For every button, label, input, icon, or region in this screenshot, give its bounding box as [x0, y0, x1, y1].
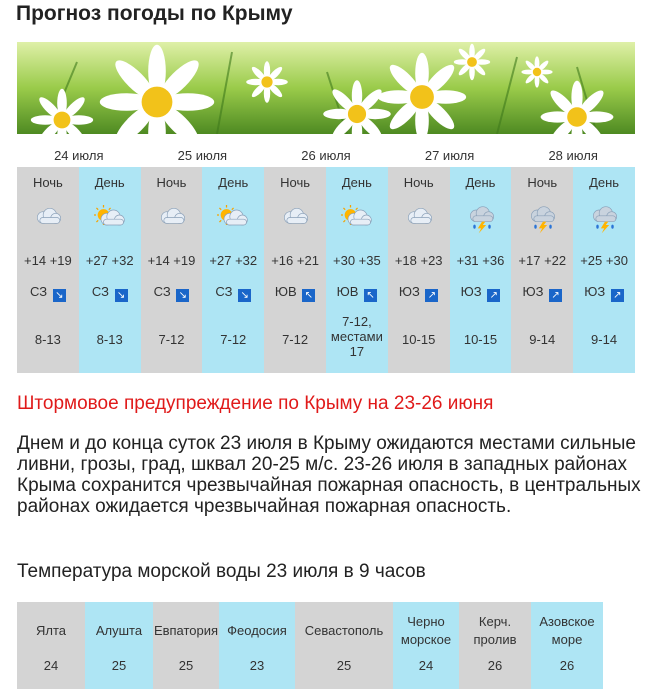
forecast-day-column — [573, 167, 635, 373]
wind-direction-label: ЮЗ — [460, 284, 482, 299]
water-temperature-value: 26 — [559, 658, 575, 673]
forecast-date: 27 июля — [424, 147, 475, 163]
location-name: Феодосия — [227, 623, 287, 638]
thunderstorm-icon — [588, 205, 622, 235]
thunderstorm-icon — [526, 205, 560, 235]
forecast-table — [17, 143, 635, 373]
thunderstorm-icon — [465, 205, 499, 235]
wind-direction-label: СЗ — [215, 284, 233, 299]
period-label: День — [94, 175, 125, 190]
water-temperature-value: 24 — [418, 658, 434, 673]
wind-direction — [573, 284, 635, 302]
wind-direction — [264, 284, 326, 302]
water-temperature-column — [219, 602, 295, 689]
water-temperature-value: 25 — [111, 658, 127, 673]
wind-direction-label: СЗ — [91, 284, 109, 299]
cloud-night-icon — [32, 205, 66, 235]
location-name: Алушта — [95, 623, 143, 638]
wind-speed: 9-14 — [529, 332, 556, 347]
period-label: Ночь — [32, 175, 63, 190]
page-title: Прогноз погоды по Крыму — [16, 2, 293, 25]
wind-speed: 8-13 — [96, 332, 123, 347]
location-name: Черно морское — [400, 614, 452, 647]
wind-direction-label: СЗ — [30, 284, 48, 299]
forecast-day-column — [202, 167, 264, 373]
water-temperature-column — [85, 602, 153, 689]
period-label: Ночь — [403, 175, 434, 190]
water-temperature-value: 23 — [249, 658, 265, 673]
water-temperature-heading: Температура морской воды 23 июля в 9 часов — [17, 561, 426, 582]
forecast-date: 26 июля — [301, 147, 351, 163]
wind-speed-line: 17 — [349, 344, 365, 359]
forecast-night-column — [511, 167, 573, 373]
water-temperature-value: 24 — [43, 658, 59, 673]
temperature-range: +14 +19 — [147, 253, 196, 268]
period-label: День — [218, 175, 249, 190]
wind-direction — [17, 284, 79, 302]
temperature-range: +27 +32 — [209, 253, 258, 268]
wind-direction — [202, 284, 264, 302]
wind-speed: 8-13 — [34, 332, 61, 347]
wind-direction — [450, 284, 512, 302]
temperature-range: +30 +35 — [333, 253, 381, 268]
forecast-day-column — [326, 167, 388, 373]
wind-direction — [326, 284, 388, 302]
water-temperature-column — [531, 602, 603, 689]
water-temperature-table — [17, 602, 635, 689]
location-name: Ялта — [35, 623, 66, 638]
forecast-day-column — [450, 167, 512, 373]
cloud-night-icon — [279, 205, 313, 235]
forecast-date: 25 июля — [177, 147, 228, 163]
forecast-columns — [17, 167, 635, 373]
temperature-range: +27 +32 — [85, 253, 134, 268]
sun-cloud-icon — [341, 205, 375, 235]
cloud-night-icon — [156, 205, 190, 235]
wind-arrow-icon: ↘ — [115, 289, 128, 302]
location-name: Евпатория — [153, 623, 219, 638]
wind-arrow-icon: ↖ — [364, 289, 377, 302]
water-temperature-column — [393, 602, 459, 689]
wind-direction — [511, 284, 573, 302]
wind-speed — [326, 314, 388, 359]
water-temperature-value: 25 — [336, 658, 352, 673]
daisy-banner-image — [17, 42, 635, 134]
wind-speed: 7-12 — [220, 332, 247, 347]
wind-arrow-icon: ↘ — [238, 289, 251, 302]
temperature-range: +25 +30 — [580, 253, 628, 268]
wind-arrow-icon: ↖ — [302, 289, 315, 302]
forecast-night-column — [141, 167, 203, 373]
forecast-dates-row — [17, 143, 635, 167]
wind-speed-line: 7-12, — [342, 314, 372, 329]
water-temperature-column — [153, 602, 219, 689]
period-label: Ночь — [527, 175, 558, 190]
wind-direction — [79, 284, 141, 302]
temperature-range: +17 +22 — [518, 253, 567, 268]
sun-cloud-icon — [217, 205, 251, 235]
forecast-night-column — [17, 167, 79, 373]
period-label: Ночь — [280, 175, 311, 190]
wind-speed: 9-14 — [591, 332, 618, 347]
wind-direction-label: ЮЗ — [522, 284, 544, 299]
wind-direction-label: СЗ — [153, 284, 171, 299]
wind-arrow-icon: ↘ — [176, 289, 189, 302]
temperature-range: +16 +21 — [271, 253, 319, 268]
wind-direction-label: ЮВ — [336, 284, 359, 299]
wind-speed: 7-12 — [158, 332, 185, 347]
storm-warning-heading: Штормовое предупреждение по Крыму на 23-26 июня — [17, 393, 494, 414]
cloud-night-icon — [403, 205, 437, 235]
warning-description: Днем и до конца суток 23 июля в Крыму ожидаются местами сильные ливни, грозы, град, шквал 20-25 м/с. 23-26 июля в западных районах Крыма сохранится чрезвычайная пожарная опасность, в центральных районах ожидается чрезвычайная пожарная опасность. — [17, 433, 641, 517]
temperature-range: +18 +23 — [394, 253, 443, 268]
wind-speed: 10-15 — [402, 332, 436, 347]
location-name: Керч. пролив — [473, 614, 517, 647]
forecast-night-column — [264, 167, 326, 373]
location-name: Севастополь — [304, 623, 384, 638]
wind-arrow-icon: ↗ — [487, 289, 500, 302]
temperature-range: +31 +36 — [456, 253, 505, 268]
wind-arrow-icon: ↘ — [53, 289, 66, 302]
sun-cloud-icon — [94, 205, 128, 235]
forecast-day-column — [79, 167, 141, 373]
period-label: Ночь — [156, 175, 187, 190]
water-temperature-value: 25 — [178, 658, 194, 673]
forecast-night-column — [388, 167, 450, 373]
wind-arrow-icon: ↗ — [425, 289, 438, 302]
water-temperature-column — [17, 602, 85, 689]
location-name: Азовское море — [539, 614, 595, 647]
period-label: День — [465, 175, 496, 190]
wind-speed: 7-12 — [282, 332, 309, 347]
wind-direction-label: ЮВ — [274, 284, 297, 299]
water-temperature-value: 26 — [487, 658, 503, 673]
temperature-range: +14 +19 — [24, 253, 72, 268]
forecast-date: 24 июля — [54, 147, 104, 163]
wind-direction — [141, 284, 203, 302]
wind-arrow-icon: ↗ — [549, 289, 562, 302]
wind-speed: 10-15 — [463, 332, 498, 347]
wind-speed-line: местами — [330, 329, 383, 344]
wind-direction-label: ЮЗ — [584, 284, 606, 299]
water-temperature-column — [295, 602, 393, 689]
water-temperature-column — [459, 602, 531, 689]
period-label: День — [589, 175, 620, 190]
forecast-date: 28 июля — [548, 147, 598, 163]
wind-direction-label: ЮЗ — [398, 284, 420, 299]
period-label: День — [341, 175, 372, 190]
wind-arrow-icon: ↗ — [611, 289, 624, 302]
wind-direction — [388, 284, 450, 302]
